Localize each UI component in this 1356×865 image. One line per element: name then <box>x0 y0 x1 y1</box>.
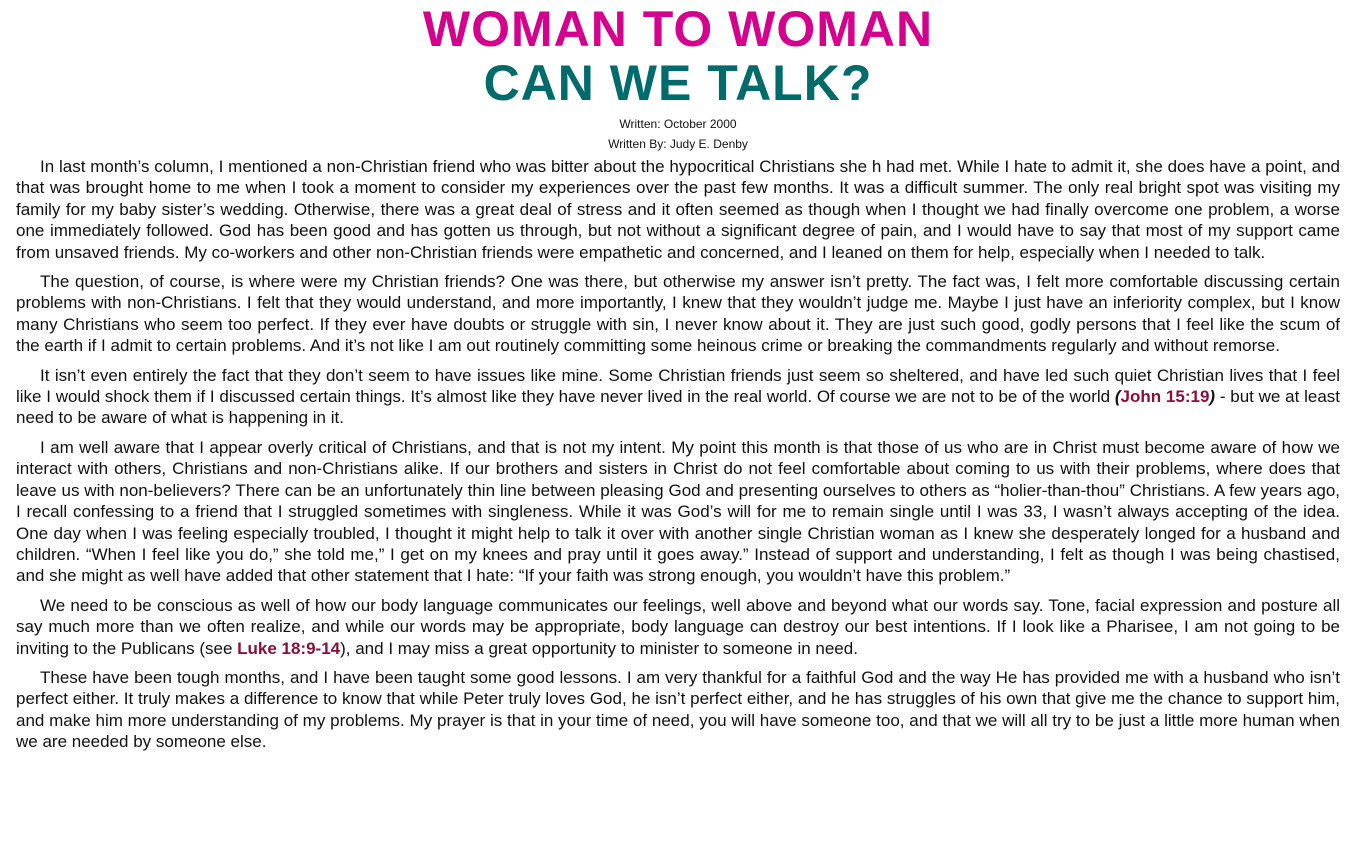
paragraph-4: I am well aware that I appear overly critical of Christians, and that is not my intent. My point this month is that those of us who are in Christ must become aware of how we interact with others, Christians and non-Christians alike. If our brothers and sisters in Christ do not feel comfortable about coming to us with their problems, where does that leave us with non-believers? There can be an unfortunately thin line between pleasing God and presenting ourselves to others as “holier-than-thou” Christians. A few years ago, I recall confessing to a friend that I struggled sometimes with singleness. While it was God’s will for me to remain single until I was 33, I wasn’t always accepting of the idea. One day when I was feeling especially troubled, I thought it might help to talk it over with another single Christian woman as I knew she desperately longed for a husband and children. “When I feel like you do,” she told me,” I get on my knees and pray until it goes away.” Instead of support and understanding, I felt as though I was being chastised, and she might as well have added that other statement that I hate: “If your faith was strong enough, you wouldn’t have this problem.” <box>16 437 1340 586</box>
paragraph-1: In last month’s column, I mentioned a non-Christian friend who was bitter about the hypocritical Christians she h had met. While I hate to admit it, she does have a point, and that was brought home to me when I took a moment to consider my experiences over the past few months. It was a difficult summer. The only real bright spot was visiting my family for my baby sister’s wedding. Otherwise, there was a great deal of stress and it often seemed as though when I thought we had finally overcome one problem, a worse one immediately followed. God has been good and has gotten us through, but not without a significant degree of pain, and I would have to say that most of my support came from unsaved friends. My co-workers and other non-Christian friends were empathetic and concerned, and I leaned on them for help, especially when I needed to talk. <box>16 157 1340 262</box>
article-header <box>0 0 1356 154</box>
paragraph-5-text-b: ), and I may miss a great opportunity to minister to someone in need. <box>340 638 858 658</box>
scripture-ref-john: John 15:19 <box>1120 387 1210 407</box>
written-by: Written By: Judy E. Denby <box>608 137 748 151</box>
title-line-2: CAN WE TALK? <box>483 55 873 111</box>
article-body <box>16 156 1340 761</box>
paragraph-5 <box>16 595 1340 659</box>
open-paren: ( <box>1114 387 1121 407</box>
paragraph-6: These have been tough months, and I have been taught some good lessons. I am very thankful for a faithful God and the way He has provided me with a husband who isn’t perfect either. It truly makes a difference to know that while Peter truly loves God, he isn’t perfect either, and he has struggles of his own that give me the chance to support him, and make him more understanding of my problems. My prayer is that in your time of need, you will have someone too, and that we will all try to be just a little more human when we are needed by someone else. <box>16 667 1340 752</box>
written-date: Written: October 2000 <box>619 117 737 131</box>
paragraph-5-text-a: We need to be conscious as well of how our body language communicates our feelings, well above and beyond what our words say. Tone, facial expression and posture all say much more than we often realize, and while our words may be appropriate, body language can destroy our best intentions. If I look like a Pharisee, I am not going to be inviting to the Publicans (see <box>16 595 1340 658</box>
close-paren: ) <box>1209 387 1216 407</box>
paragraph-3-text-a: It isn’t even entirely the fact that they don’t seem to have issues like mine. Some Christian friends just seem so sheltered, and have led such quiet Christian lives that I feel like I would shock them if I discussed certain things. It’s almost like they have never lived in the real world. Of course we are not to be of the world <box>16 365 1340 407</box>
paragraph-3 <box>16 365 1340 429</box>
paragraph-2: The question, of course, is where were my Christian friends? One was there, but otherwise my answer isn’t pretty. The fact was, I felt more comfortable discussing certain problems with non-Christians. I felt that they would understand, and more importantly, I knew that they wouldn’t judge me. Maybe I just have an inferiority complex, but I know many Christians who seem too perfect. If they ever have doubts or struggle with sin, I never know about it. They are just such good, godly persons that I feel like the scum of the earth if I admit to certain problems. And it’s not like I am out routinely committing some heinous crime or breaking the commandments regularly and without remorse. <box>16 272 1340 356</box>
byline-block <box>0 114 1356 154</box>
scripture-ref-luke: Luke 18:9-14 <box>237 638 341 658</box>
title-line-1: WOMAN TO WOMAN <box>422 1 934 57</box>
paragraph-3-text-b: - but we at least need to be aware of what is happening in it. <box>16 387 1340 428</box>
